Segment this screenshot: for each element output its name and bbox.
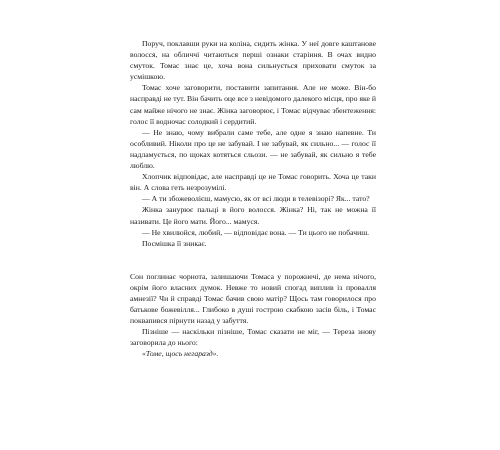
paragraph: — Не хвилюйся, любий, — відповідає вона. — Ти цього не побачиш. — [142, 227, 370, 237]
paragraph: — Не знаю, чому вибрали саме тебе, але одне я знаю напевне. Ти особливий. Ніколи про це не забувай. І не забувай, як сильно... — голос її надламується, по щоках котяться сльози. — не забувай, як сильно я тебе люблю. — [130, 127, 376, 171]
italic-quote: «Томе, щось негаразд». — [142, 349, 219, 359]
paragraph: Сон поглинає чорнота, залишаючи Томаса у порожнечі, де нема нічого, окрім його власних думок. Невже то новий спогад виплив із провалля амнезії? Чи й справді Томас бачив свою матір? Щось там говорилося про батькове божевілля... Глибоко в душі гострою скабкою засів біль, і Томас поквапився пірнути назад у забуття. — [130, 271, 376, 326]
scene-break — [130, 249, 376, 271]
page-text — [130, 38, 376, 360]
paragraph: Поруч, поклавши руки на коліна, сидить жінка. У неї довге каштанове волосся, на обличчі читаються перші ознаки старіння. В очах видно смуток. Томас знає це, хоча вона сильнується приховати смуток за усмішкою. — [130, 39, 376, 82]
paragraph: Жінка занурює пальці в його волосся. Жінка? Ні, так не можна її називати. Це його мати. Його... мамуся. — [130, 205, 376, 226]
paragraph: Хлопчик відповідає, але насправді це не Томас говорить. Хоча це таки він. А слова геть незрозумілі. — [130, 172, 376, 193]
paragraph — [130, 348, 376, 359]
paragraph: — А ти збожеволієш, мамусю, як от всі люди в телевізорі? Як... тато? — [142, 194, 370, 204]
paragraph: Пізніше — наскільки пізніше, Томас сказати не міг, — Тереза знову заговорила до нього: — [130, 327, 376, 348]
paragraph: Томас хоче заговорити, поставити запитання. Але не може. Він-бо насправді не тут. Він бачить оце все з невідомого далекого місця, про яке й сам майже нічого не знає. Жінка заговорює, і Томас відчуває збентеження: голос її водночас солодкий і сердитий. — [130, 83, 376, 126]
paragraph: Посмішка її зникає. — [142, 238, 207, 248]
